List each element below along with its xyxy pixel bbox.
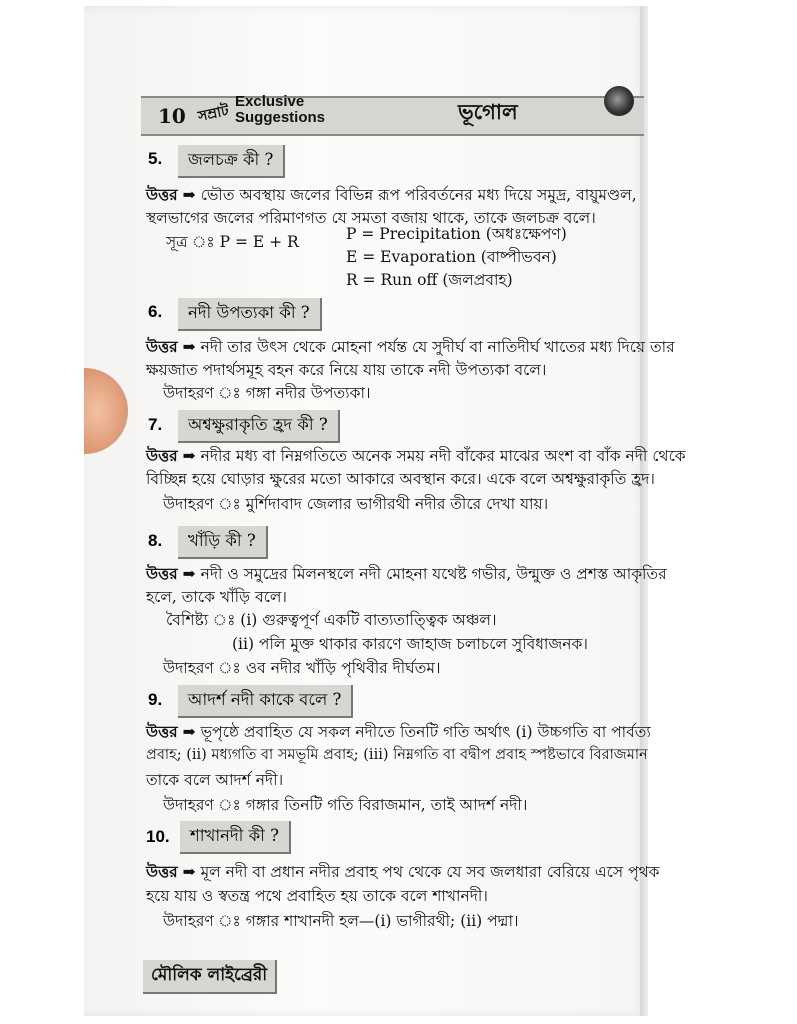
answer-line: উত্তর ➡ ভূপৃষ্ঠে প্রবাহিত যে সকল নদীতে তিনটি গতি অর্থাৎ (i) উচ্চগতি বা পার্বত্য	[146, 722, 651, 741]
answer-label: উত্তর	[146, 564, 178, 583]
arrow-icon: ➡	[182, 862, 196, 881]
answer-line: উত্তর ➡ নদীর মধ্য বা নিম্নগতিতে অনেক সময় নদী বাঁকের মাঝের অংশ বা বাঁক নদী থেকে	[146, 446, 686, 465]
answer-line: উত্তর ➡ নদী ও সমুদ্রের মিলনস্থলে নদী মোহনা যথেষ্ট গভীর, উন্মুক্ত ও প্রশস্ত আকৃতির	[146, 564, 667, 583]
feature: বৈশিষ্ট্য ঃ (i) গুরুত্বপূর্ণ একটি বাত্যতাত্ত্বিক অঞ্চল।	[166, 611, 497, 629]
brand-logo: সম্রাট	[196, 102, 231, 126]
question-title: অশ্বক্ষুরাকৃতি হ্রদ কী ?	[178, 410, 340, 443]
question-number: 5.	[148, 149, 163, 168]
formula: সূত্র ঃ P = E + R	[166, 233, 299, 251]
answer-label: উত্তর	[146, 446, 178, 465]
subject-title: ভূগোল	[458, 99, 518, 124]
answer-line: ক্ষয়জাত পদার্থসমূহ বহন করে নিয়ে যায় তাকে নদী উপত্যকা বলে।	[146, 361, 547, 379]
question-title: আদর্শ নদী কাকে বলে ?	[178, 685, 353, 718]
answer-line: হয়ে যায় ও স্বতন্ত্র পথে প্রবাহিত হয় তাকে বলে শাখানদী।	[146, 887, 488, 905]
feature: (ii) পলি মুক্ত থাকার কারণে জাহাজ চলাচলে সুবিধাজনক।	[232, 635, 588, 653]
definition: R = Run off (জলপ্রবাহ)	[346, 271, 513, 289]
example: উদাহরণ ঃ গঙ্গার তিনটি গতি বিরাজমান, তাই আদর্শ নদী।	[163, 796, 528, 814]
example: উদাহরণ ঃ ওব নদীর খাঁড়ি পৃথিবীর দীর্ঘতম।	[163, 659, 441, 677]
arrow-icon: ➡	[182, 446, 196, 465]
question-number: 8.	[148, 531, 163, 550]
example: উদাহরণ ঃ মুর্শিদাবাদ জেলার ভাগীরথী নদীর তীরে দেখা যায়।	[163, 495, 549, 513]
answer-label: উত্তর	[146, 722, 178, 741]
arrow-icon: ➡	[182, 564, 196, 583]
definition: E = Evaporation (বাষ্পীভবন)	[346, 248, 557, 266]
answer-label: উত্তর	[146, 185, 178, 204]
answer-line: প্রবাহ; (ii) মধ্যগতি বা সমভূমি প্রবাহ; (iii) নিম্নগতি বা বদ্বীপ প্রবাহ স্পষ্টভাবে বিরাজমান	[146, 747, 648, 763]
arrow-icon: ➡	[182, 337, 196, 356]
arrow-icon: ➡	[182, 722, 196, 741]
answer-line: উত্তর ➡ মূল নদী বা প্রধান নদীর প্রবাহ পথ থেকে যে সব জলধারা বেরিয়ে এসে পৃথক	[146, 862, 660, 881]
series-title	[235, 94, 325, 126]
question-title: জলচক্র কী ?	[178, 145, 285, 178]
answer-line: হলে, তাকে খাঁড়ি বলে।	[146, 588, 287, 606]
example: উদাহরণ ঃ গঙ্গার শাখানদী হল—(i) ভাগীরথী; (ii) পদ্মা।	[163, 912, 519, 930]
question-number: 6.	[148, 302, 163, 321]
page-number: 10	[158, 104, 186, 128]
publisher-footer: মৌলিক লাইব্রেরী	[143, 960, 277, 994]
answer-label: উত্তর	[146, 862, 178, 881]
example: উদাহরণ ঃ গঙ্গা নদীর উপত্যকা।	[163, 384, 371, 402]
question-title: শাখানদী কী ?	[180, 821, 291, 854]
definition: P = Precipitation (অধঃক্ষেপণ)	[346, 225, 567, 243]
question-number: 10.	[146, 827, 170, 846]
answer-line: উত্তর ➡ ভৌত অবস্থায় জলের বিভিন্ন রূপ পরিবর্তনের মধ্য দিয়ে সমুদ্র, বায়ুমণ্ডল,	[146, 185, 637, 204]
question-title: খাঁড়ি কী ?	[178, 526, 268, 559]
series-suggestions: Suggestions	[235, 109, 326, 126]
badge-icon	[604, 86, 634, 116]
answer-line: তাকে বলে আদর্শ নদী।	[146, 771, 284, 789]
answer-line: উত্তর ➡ নদী তার উৎস থেকে মোহনা পর্যন্ত যে সুদীর্ঘ বা নাতিদীর্ঘ খাতের মধ্য দিয়ে তার	[146, 337, 675, 356]
answer-label: উত্তর	[146, 337, 178, 356]
answer-line: স্থলভাগের জলের পরিমাণগত যে সমতা বজায় থাকে, তাকে জলচক্র বলে।	[146, 209, 596, 227]
question-number: 9.	[148, 690, 163, 709]
series-exclusive: Exclusive	[235, 93, 305, 110]
answer-line: বিচ্ছিন্ন হয়ে ঘোড়ার ক্ষুরের মতো আকারে অবস্থান করে। একে বলে অশ্বক্ষুরাকৃতি হ্রদ।	[146, 470, 655, 488]
question-number: 7.	[148, 415, 163, 434]
question-title: নদী উপত্যকা কী ?	[178, 298, 322, 331]
arrow-icon: ➡	[182, 185, 196, 204]
